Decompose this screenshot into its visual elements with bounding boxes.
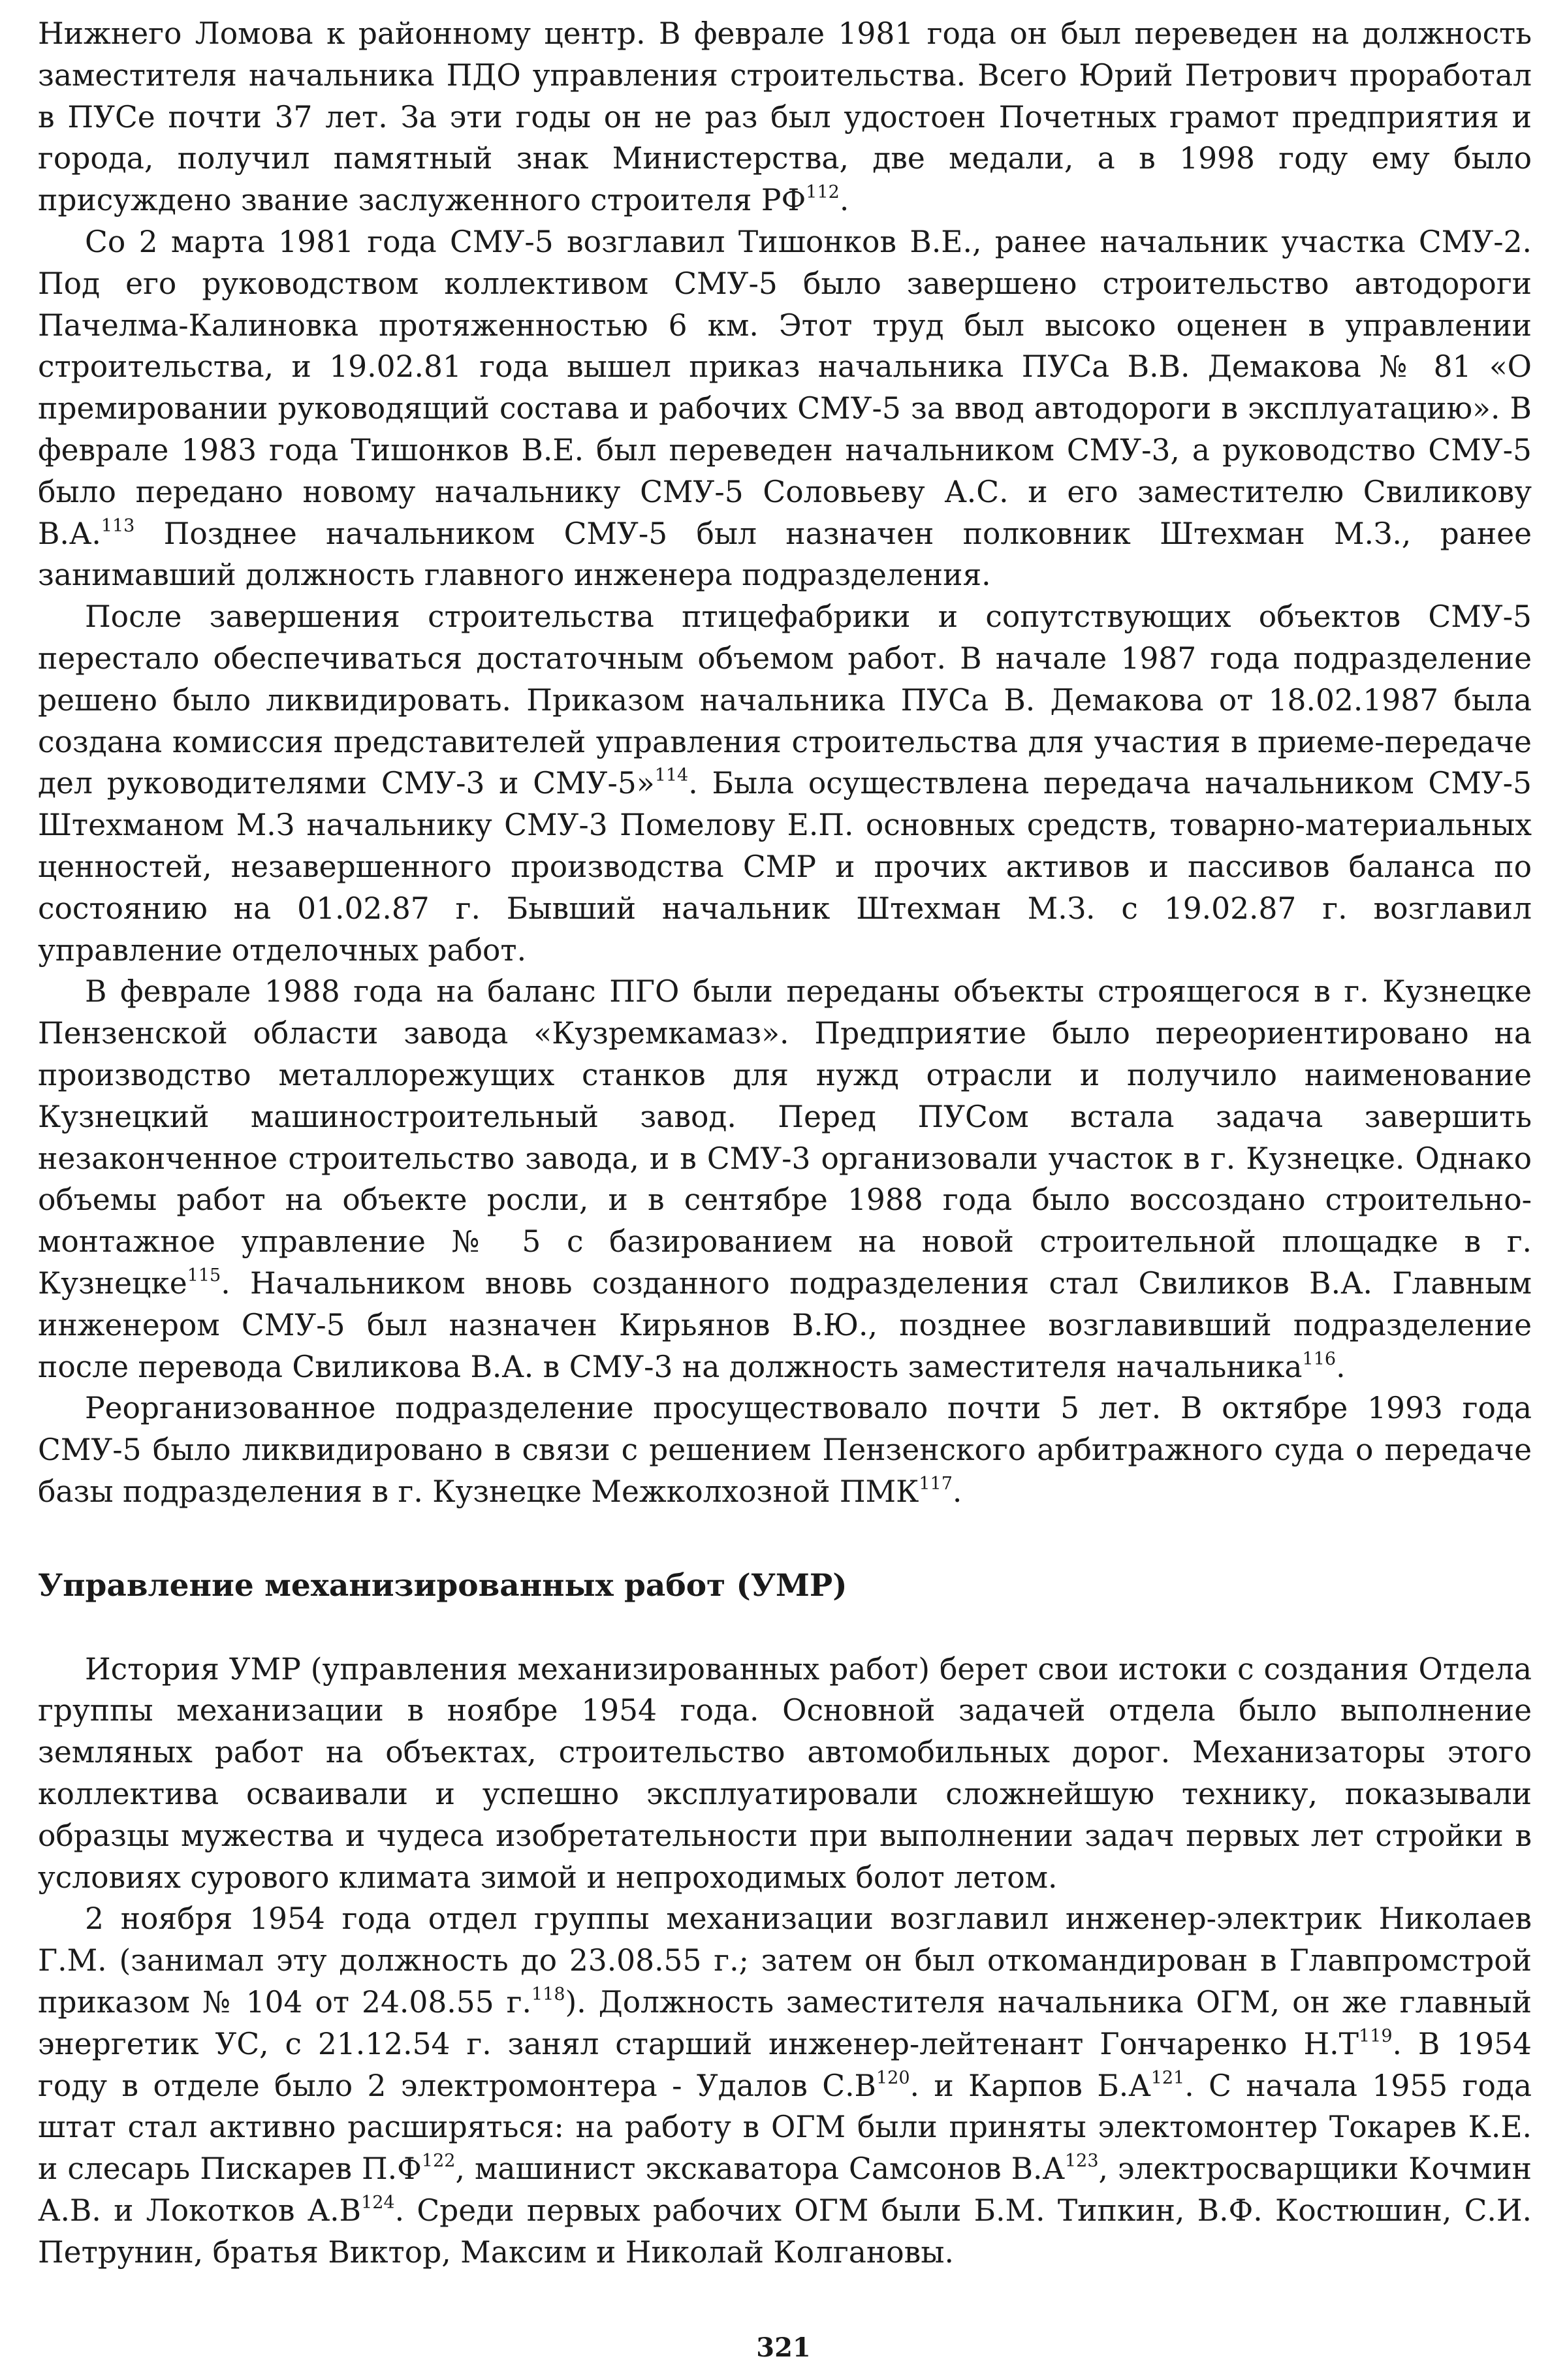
paragraph xyxy=(38,1388,1532,1512)
text-run: Реорганизованное подразделение просуществовало почти 5 лет. В октябре 1993 года СМУ-5 было ликвидировано в связи с решением Пензенского арбитражного суда о передаче базы подразделения в г. Кузнецке Межколхозной ПМК xyxy=(38,1391,1532,1509)
text-run: . и Карпов Б.А xyxy=(910,2068,1151,2103)
footnote-ref: 119 xyxy=(1358,2025,1393,2046)
paragraph xyxy=(38,1898,1532,2273)
text-run: Позднее начальником СМУ-5 был назначен полковник Штехман М.З., ранее занимавший должность главного инженера подразделения. xyxy=(38,516,1532,593)
text-run: . Начальником вновь созданного подразделения стал Свиликов В.А. Главным инженером СМУ-5 был назначен Кирьянов В.Ю., позднее возглавивший подразделение после перевода Свиликова В.А. в СМУ-3 на должность заместителя начальника xyxy=(38,1265,1532,1384)
section-umr-history xyxy=(38,1649,1532,2274)
text-run: . xyxy=(952,1474,962,1509)
section-heading: Управление механизированных работ (УМР) xyxy=(38,1567,847,1604)
text-run: . С начала 1955 года штат стал активно расширяться: на работу в ОГМ были приняты электомонтер Токарев К.Е. и слесарь Пискарев П.Ф xyxy=(38,2068,1532,2187)
document-page xyxy=(38,13,1532,2274)
footnote-ref: 112 xyxy=(806,182,840,203)
text-run: , электросварщики Кочмин А.В. и Локотков А.В xyxy=(38,2151,1532,2229)
paragraph xyxy=(38,13,1532,221)
text-run: . xyxy=(1336,1349,1346,1384)
footnote-ref: 114 xyxy=(654,765,689,786)
text-run: Со 2 марта 1981 года СМУ-5 возглавил Тишонков В.Е., ранее начальник участка СМУ-2. Под его руководством коллективом СМУ-5 было завершено строительство автодороги Пачелма-Калиновка протяженностью 6 км. Этот труд был высоко оценен в управлении строительства, и 19.02.81 года вышел приказ начальника ПУСа В.В. Демакова № 81 «О премировании руководящий состава и рабочих СМУ-5 за ввод автодороги в эксплуатацию». В феврале 1983 года Тишонков В.Е. был переведен начальником СМУ-3, а руководство СМУ-5 было передано новому начальнику СМУ-5 Соловьеву А.С. и его заместителю Свиликову В.А. xyxy=(38,224,1532,551)
text-run: . xyxy=(839,183,849,218)
text-run: После завершения строительства птицефабрики и сопутствующих объектов СМУ-5 перестало обеспечиваться достаточным объемом работ. В начале 1987 года подразделение решено было ликвидировать. Приказом начальника ПУСа В. Демакова от 18.02.1987 была создана комиссия представителей управления строительства для участия в приеме-передаче дел руководителями СМУ-3 и СМУ-5» xyxy=(38,599,1532,801)
text-run: Нижнего Ломова к районному центр. В феврале 1981 года он был переведен на должность заместителя начальника ПДО управления строительства. Всего Юрий Петрович проработал в ПУСе почти 37 лет. За эти годы он не раз был удостоен Почетных грамот предприятия и города, получил памятный знак Министерства, две медали, а в 1998 году ему было присуждено звание заслуженного строителя РФ xyxy=(38,16,1532,218)
text-run: В феврале 1988 года на баланс ПГО были переданы объекты строящегося в г. Кузнецке Пензенской области завода «Кузремкамаз». Предприятие было переориентировано на производство металлорежущих станков для нужд отрасли и получило наименование Кузнецкий машиностроительный завод. Перед ПУСом встала задача завершить незаконченное строительство завода, и в СМУ-3 организовали участок в г. Кузнецке. Однако объемы работ на объекте росли, и в сентябре 1988 года было воссоздано строительно-монтажное управление № 5 с базированием на новой строительной площадке в г. Кузнецке xyxy=(38,974,1532,1301)
text-run: . В 1954 году в отделе было 2 электромонтера - Удалов С.В xyxy=(38,2026,1532,2103)
text-run: . Была осуществлена передача начальником СМУ-5 Штехманом М.З начальнику СМУ-3 Помелову Е.П. основных средств, товарно-материальных ценностей, незавершенного производства СМР и прочих активов и пассивов баланса по состоянию на 01.02.87 г. Бывший начальник Штехман М.З. с 19.02.87 г. возглавил управление отделочных работ. xyxy=(38,766,1532,968)
footnote-ref: 124 xyxy=(361,2193,395,2213)
paragraph xyxy=(38,221,1532,596)
paragraph xyxy=(38,596,1532,971)
text-run: История УМР (управления механизированных работ) берет свои истоки с создания Отдела группы механизации в ноябре 1954 года. Основной задачей отдела было выполнение земляных работ на объектах, строительство автомобильных дорог. Механизаторы этого коллектива осваивали и успешно эксплуатировали сложнейшую технику, показывали образцы мужества и чудеса изобретательности при выполнении задач первых лет стройки в условиях сурового климата зимой и непроходимых болот летом. xyxy=(38,1651,1532,1895)
text-run: 2 ноября 1954 года отдел группы механизации возглавил инженер-электрик Николаев Г.М. (занимал эту должность до 23.08.55 г.; затем он был откомандирован в Главпромстрой приказом № 104 от 24.08.55 г. xyxy=(38,1901,1532,2020)
footnote-ref: 122 xyxy=(421,2151,456,2172)
paragraph xyxy=(38,1649,1532,1899)
footnote-ref: 121 xyxy=(1150,2067,1185,2088)
section-smu5-history xyxy=(38,13,1532,1513)
text-run: , машинист экскаватора Самсонов В.А xyxy=(455,2151,1065,2187)
footnote-ref: 123 xyxy=(1064,2151,1099,2172)
page-number: 321 xyxy=(756,2332,811,2363)
footnote-ref: 120 xyxy=(876,2067,910,2088)
footnote-ref: 117 xyxy=(919,1474,953,1494)
footnote-ref: 118 xyxy=(531,1984,565,2005)
paragraph xyxy=(38,971,1532,1388)
footnote-ref: 116 xyxy=(1302,1348,1337,1369)
footnote-ref: 113 xyxy=(101,515,135,536)
text-run: . Среди первых рабочих ОГМ были Б.М. Типкин, В.Ф. Костюшин, С.И. Петрунин, братья Виктор, Максим и Николай Колгановы. xyxy=(38,2193,1532,2270)
text-run: ). Должность заместителя начальника ОГМ, он же главный энергетик УС, с 21.12.54 г. занял старший инженер-лейтенант Гончаренко Н.Т xyxy=(38,1985,1532,2061)
footnote-ref: 115 xyxy=(187,1265,221,1286)
